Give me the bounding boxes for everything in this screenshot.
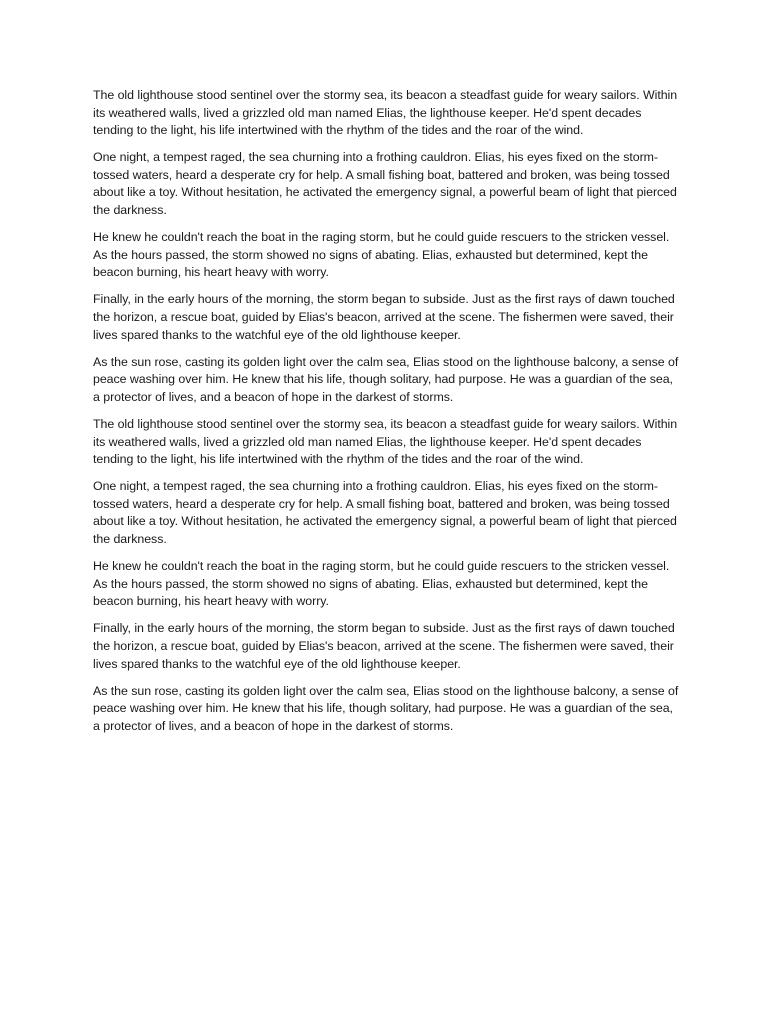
paragraph-4: Finally, in the early hours of the morning, the storm began to subside. Just as the first rays of dawn touched the horizon, a rescue boat, guided by Elias's beacon, arrived at the scene. The fishermen were saved, their lives spared thanks to the watchful eye of the old lighthouse keeper. <box>93 292 675 342</box>
paragraph-8: He knew he couldn't reach the boat in the raging storm, but he could guide rescuers to the stricken vessel. As the hours passed, the storm showed no signs of abating. Elias, exhausted but determined, kept the beacon burning, his heart heavy with worry. <box>93 559 670 609</box>
paragraph-9: Finally, in the early hours of the morning, the storm began to subside. Just as the first rays of dawn touched the horizon, a rescue boat, guided by Elias's beacon, arrived at the scene. The fishermen were saved, their lives spared thanks to the watchful eye of the old lighthouse keeper. <box>93 621 675 671</box>
paragraph-10: As the sun rose, casting its golden light over the calm sea, Elias stood on the lighthouse balcony, a sense of peace washing over him. He knew that his life, though solitary, had purpose. He was a guardian of the sea, a protector of lives, and a beacon of hope in the darkest of storms. <box>93 683 679 733</box>
paragraph-7: One night, a tempest raged, the sea churning into a frothing cauldron. Elias, his eyes fixed on the storm-tossed waters, heard a desperate cry for help. A small fishing boat, battered and broken, was being tossed about like a toy. Without hesitation, he activated the emergency signal, a powerful beam of light that pierced the darkness. <box>93 479 677 547</box>
document-page <box>93 87 683 745</box>
paragraph-2: One night, a tempest raged, the sea churning into a frothing cauldron. Elias, his eyes fixed on the storm-tossed waters, heard a desperate cry for help. A small fishing boat, battered and broken, was being tossed about like a toy. Without hesitation, he activated the emergency signal, a powerful beam of light that pierced the darkness. <box>93 150 677 218</box>
paragraph-5: As the sun rose, casting its golden light over the calm sea, Elias stood on the lighthouse balcony, a sense of peace washing over him. He knew that his life, though solitary, had purpose. He was a guardian of the sea, a protector of lives, and a beacon of hope in the darkest of storms. <box>93 354 679 404</box>
paragraph-3: He knew he couldn't reach the boat in the raging storm, but he could guide rescuers to the stricken vessel. As the hours passed, the storm showed no signs of abating. Elias, exhausted but determined, kept the beacon burning, his heart heavy with worry. <box>93 230 670 280</box>
paragraph-6: The old lighthouse stood sentinel over the stormy sea, its beacon a steadfast guide for weary sailors. Within its weathered walls, lived a grizzled old man named Elias, the lighthouse keeper. He'd spent decades tending to the light, his life intertwined with the rhythm of the tides and the roar of the wind. <box>93 417 678 467</box>
paragraph-1: The old lighthouse stood sentinel over the stormy sea, its beacon a steadfast guide for weary sailors. Within its weathered walls, lived a grizzled old man named Elias, the lighthouse keeper. He'd spent decades tending to the light, his life intertwined with the rhythm of the tides and the roar of the wind. <box>93 88 678 138</box>
